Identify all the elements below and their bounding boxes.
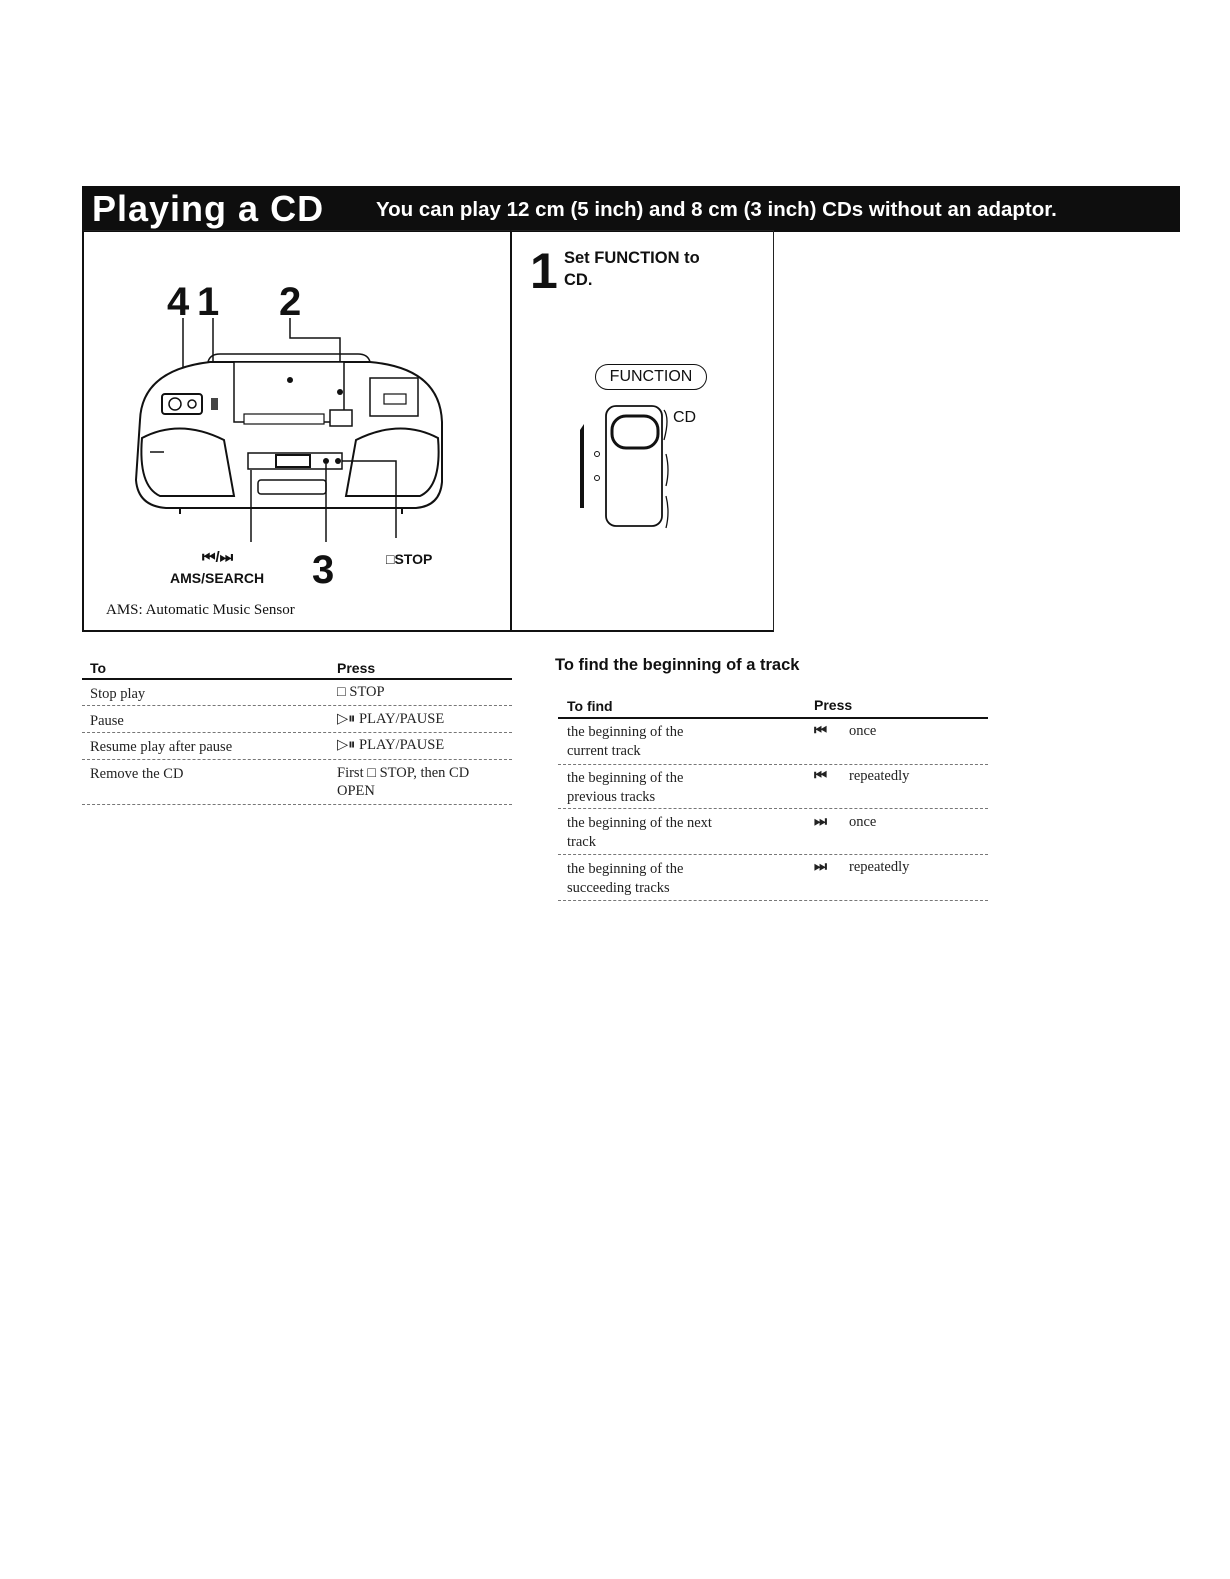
track-row-line1: the beginning of the [567,861,684,877]
next-track-icon: ⏭ [814,814,828,830]
prev-track-icon: ⏮ [814,768,828,784]
ops-row-to: Resume play after pause [90,739,233,755]
callout-4: 4 [167,280,190,324]
ams-search-label: AMS/SEARCH [170,570,265,586]
ams-caption: AMS: Automatic Music Sensor [106,602,295,618]
page-title: Playing a CD [92,188,325,229]
track-row-divider [558,764,988,765]
ops-row-press: ▷⏸ PLAY/PAUSE [337,737,445,753]
track-row-press: once [849,723,877,739]
ops-row-to: Remove the CD [90,766,184,782]
track-row-line1: the beginning of the [567,724,684,740]
track-row-divider [558,854,988,855]
ops-row-divider [82,732,512,733]
step1-text-line1: Set FUNCTION to [564,249,700,267]
ops-row-to: Pause [90,713,124,729]
track-header-to-find: To find [567,698,613,714]
ams-symbols-label: ⏮/⏭ [202,549,234,566]
prev-track-icon: ⏮ [814,723,828,739]
ops-row-press-cont: OPEN [337,783,375,799]
track-header-rule [558,717,988,719]
track-row-line1: the beginning of the [567,770,684,786]
callout-3: 3 [312,548,335,592]
ops-row-divider [82,804,512,805]
track-row-line1: the beginning of the next [567,815,712,831]
track-row-line2: track [567,834,596,850]
ops-row-press: First □ STOP, then CD [337,765,470,781]
function-switch-drawing [570,398,690,538]
page-subtitle: You can play 12 cm (5 inch) and 8 cm (3 inch) CDs without an adaptor. [376,198,1057,221]
track-row-line2: previous tracks [567,789,656,805]
step1-text-line2: CD. [564,271,593,289]
ops-header-press: Press [337,660,376,676]
track-row-divider [558,900,988,901]
track-header-press: Press [814,697,853,713]
step-number: 1 [530,243,558,299]
ops-row-divider [82,705,512,706]
ops-row-divider [82,759,512,760]
track-section-heading: To find the beginning of a track [555,656,800,674]
ops-header-rule [82,678,512,680]
ops-row-to: Stop play [90,686,146,702]
ops-row-press: □ STOP [337,684,385,700]
next-track-icon: ⏭ [814,859,828,875]
callout-1: 1 [197,280,220,324]
cd-position-label: CD [673,409,697,426]
stop-label: □STOP [386,551,433,567]
ops-row-press: ▷⏸ PLAY/PAUSE [337,711,445,727]
track-row-press: repeatedly [849,859,910,875]
ops-header-to: To [90,660,107,676]
track-row-press: repeatedly [849,768,910,784]
callout-2: 2 [279,280,302,324]
track-row-divider [558,808,988,809]
cd-boombox-drawing [120,310,460,550]
track-row-line2: succeeding tracks [567,880,670,896]
function-label: FUNCTION [595,364,707,390]
track-row-line2: current track [567,743,641,759]
track-row-press: once [849,814,877,830]
